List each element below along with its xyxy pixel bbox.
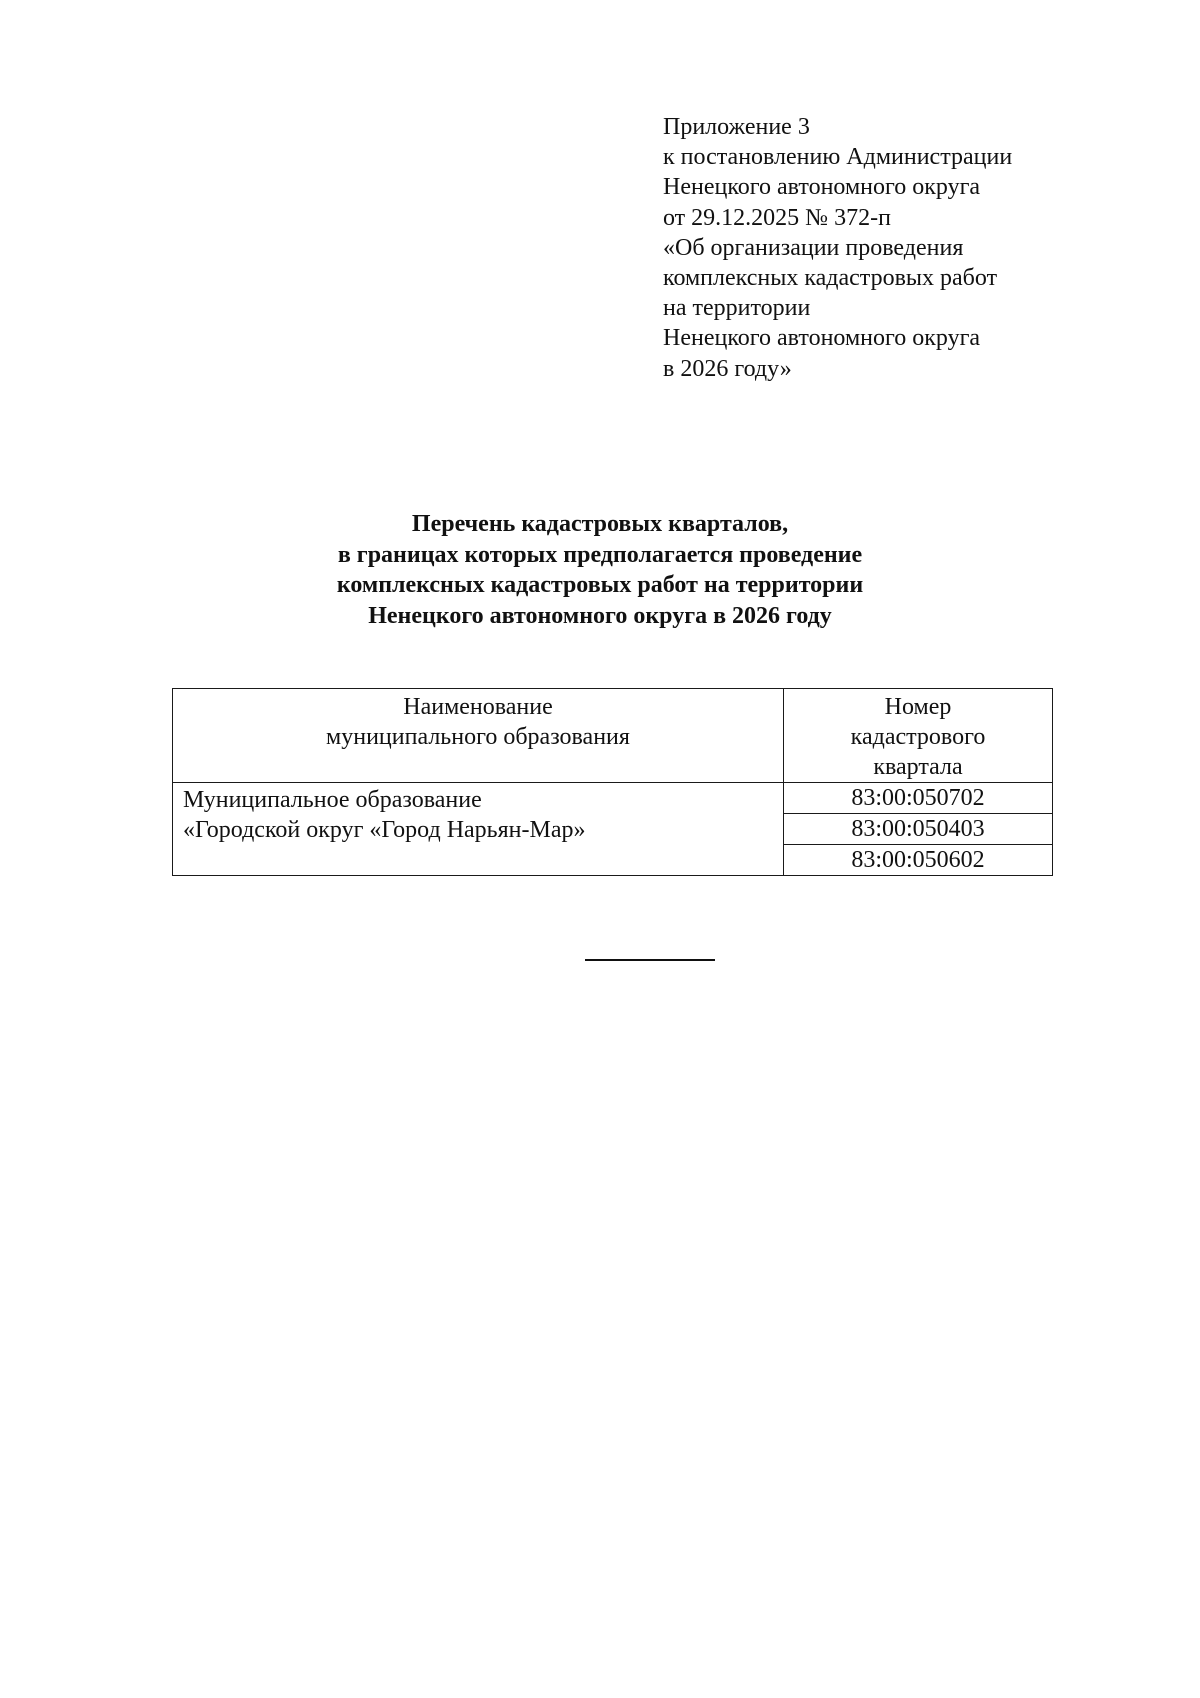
header-quarter-line: квартала bbox=[873, 754, 963, 780]
header-quarter-line: кадастрового bbox=[850, 724, 986, 750]
appendix-line: на территории bbox=[663, 295, 811, 322]
end-divider bbox=[585, 959, 715, 961]
quarter-cell: 83:00:050702 bbox=[784, 783, 1053, 814]
appendix-line: к постановлению Администрации bbox=[663, 144, 1013, 171]
municipality-line: «Городской округ «Город Нарьян-Мар» bbox=[183, 817, 586, 843]
cadastral-quarters-table bbox=[172, 688, 1053, 876]
appendix-line: комплексных кадастровых работ bbox=[663, 265, 998, 292]
appendix-line: Ненецкого автономного округа bbox=[663, 325, 981, 352]
header-quarter-number bbox=[784, 689, 1053, 783]
title-line: Ненецкого автономного округа в 2026 году bbox=[368, 602, 832, 629]
header-municipality-line: муниципального образования bbox=[326, 724, 630, 750]
table-row bbox=[173, 783, 1053, 814]
appendix-line: Ненецкого автономного округа bbox=[663, 174, 981, 201]
table-header-row bbox=[173, 689, 1053, 783]
quarter-cell: 83:00:050403 bbox=[784, 814, 1053, 845]
document-title bbox=[0, 509, 1200, 631]
header-municipality bbox=[173, 689, 784, 783]
title-line: комплексных кадастровых работ на территории bbox=[336, 572, 864, 598]
header-quarter-line: Номер bbox=[884, 694, 952, 720]
appendix-block bbox=[663, 112, 1123, 384]
appendix-line: в 2026 году» bbox=[663, 355, 792, 382]
quarter-cell: 83:00:050602 bbox=[784, 845, 1053, 876]
appendix-line: Приложение 3 bbox=[663, 114, 810, 140]
appendix-line: «Об организации проведения bbox=[663, 234, 964, 261]
municipality-cell bbox=[173, 783, 784, 876]
municipality-line: Муниципальное образование bbox=[183, 787, 482, 813]
appendix-line: от 29.12.2025 № 372-п bbox=[663, 204, 891, 231]
title-line: в границах которых предполагается проведение bbox=[337, 541, 863, 568]
title-line: Перечень кадастровых кварталов, bbox=[411, 511, 789, 537]
header-municipality-line: Наименование bbox=[403, 694, 553, 720]
